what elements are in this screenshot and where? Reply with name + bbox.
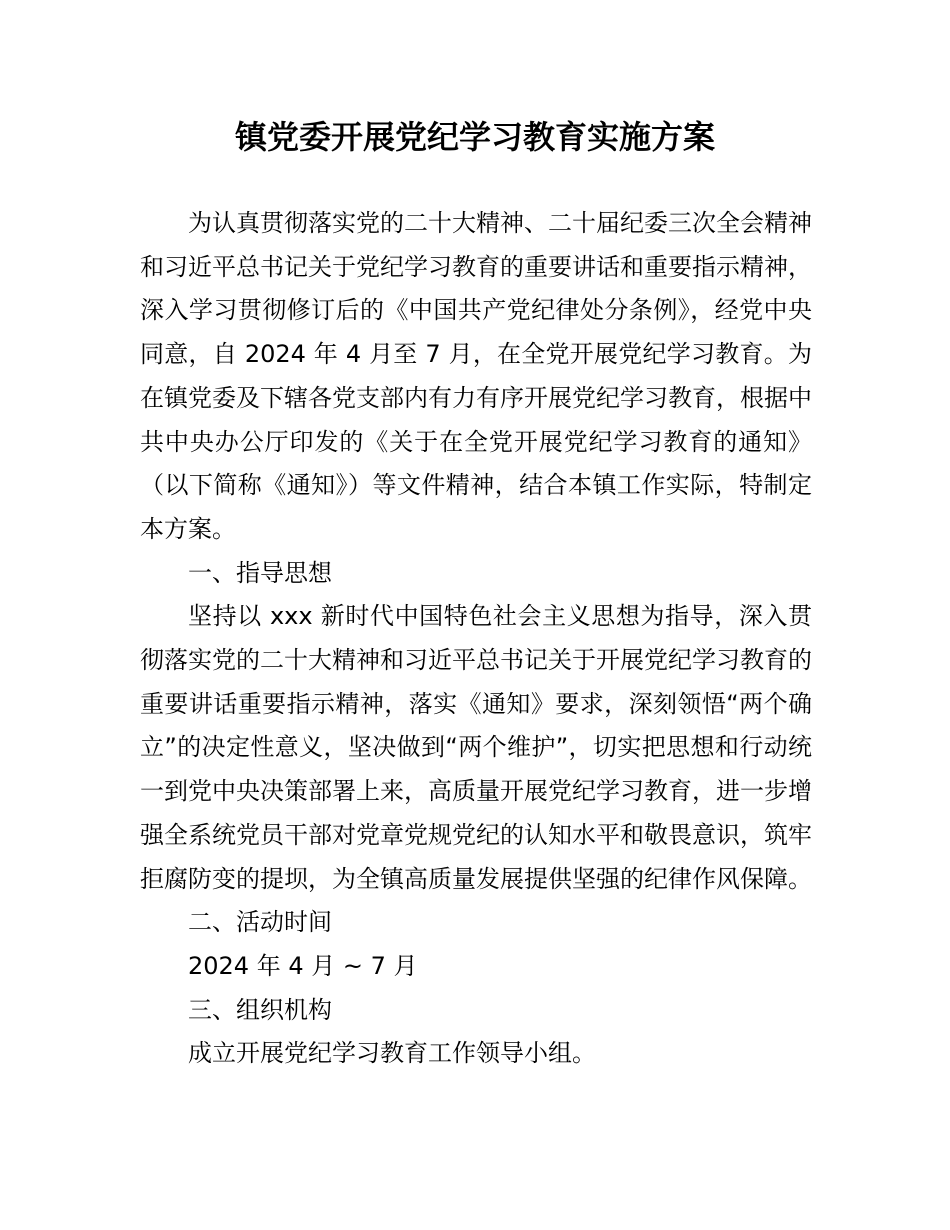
activity-time-paragraph: 2024 年 4 月 ~ 7 月	[188, 951, 418, 980]
document-body	[140, 202, 812, 1076]
document-title: 镇党委开展党纪学习教育实施方案	[234, 118, 715, 156]
organization-paragraph: 成立开展党纪学习教育工作领导小组。	[188, 1039, 596, 1068]
section-heading-guiding-thought: 一、指导思想	[188, 558, 332, 587]
section-heading-organization: 三、组织机构	[188, 995, 332, 1024]
intro-paragraph: 为认真贯彻落实党的二十大精神、二十届纪委三次全会精神和习近平总书记关于党纪学习教育的重要讲话和重要指示精神，深入学习贯彻修订后的《中国共产党纪律处分条例》，经党中央同意，自 2024 年 4 月至 7 月，在全党开展党纪学习教育。为在镇党委及下辖各党支部内有力有序开展党纪学习教育，根据中共中央办公厅印发的《关于在全党开展党纪学习教育的通知》（以下简称《通知》）等文件精神，结合本镇工作实际，特制定本方案。	[140, 209, 812, 543]
section-heading-activity-time: 二、活动时间	[188, 908, 332, 937]
guiding-thought-paragraph: 坚持以 xxx 新时代中国特色社会主义思想为指导，深入贯彻落实党的二十大精神和习近平总书记关于开展党纪学习教育的重要讲话重要指示精神，落实《通知》要求，深刻领悟“两个确立”的决定性意义，坚决做到“两个维护”，切实把思想和行动统一到党中央决策部署上来，高质量开展党纪学习教育，进一步增强全系统党员干部对党章党规党纪的认知水平和敬畏意识，筑牢拒腐防变的提坝，为全镇高质量发展提供坚强的纪律作风保障。	[140, 602, 812, 893]
